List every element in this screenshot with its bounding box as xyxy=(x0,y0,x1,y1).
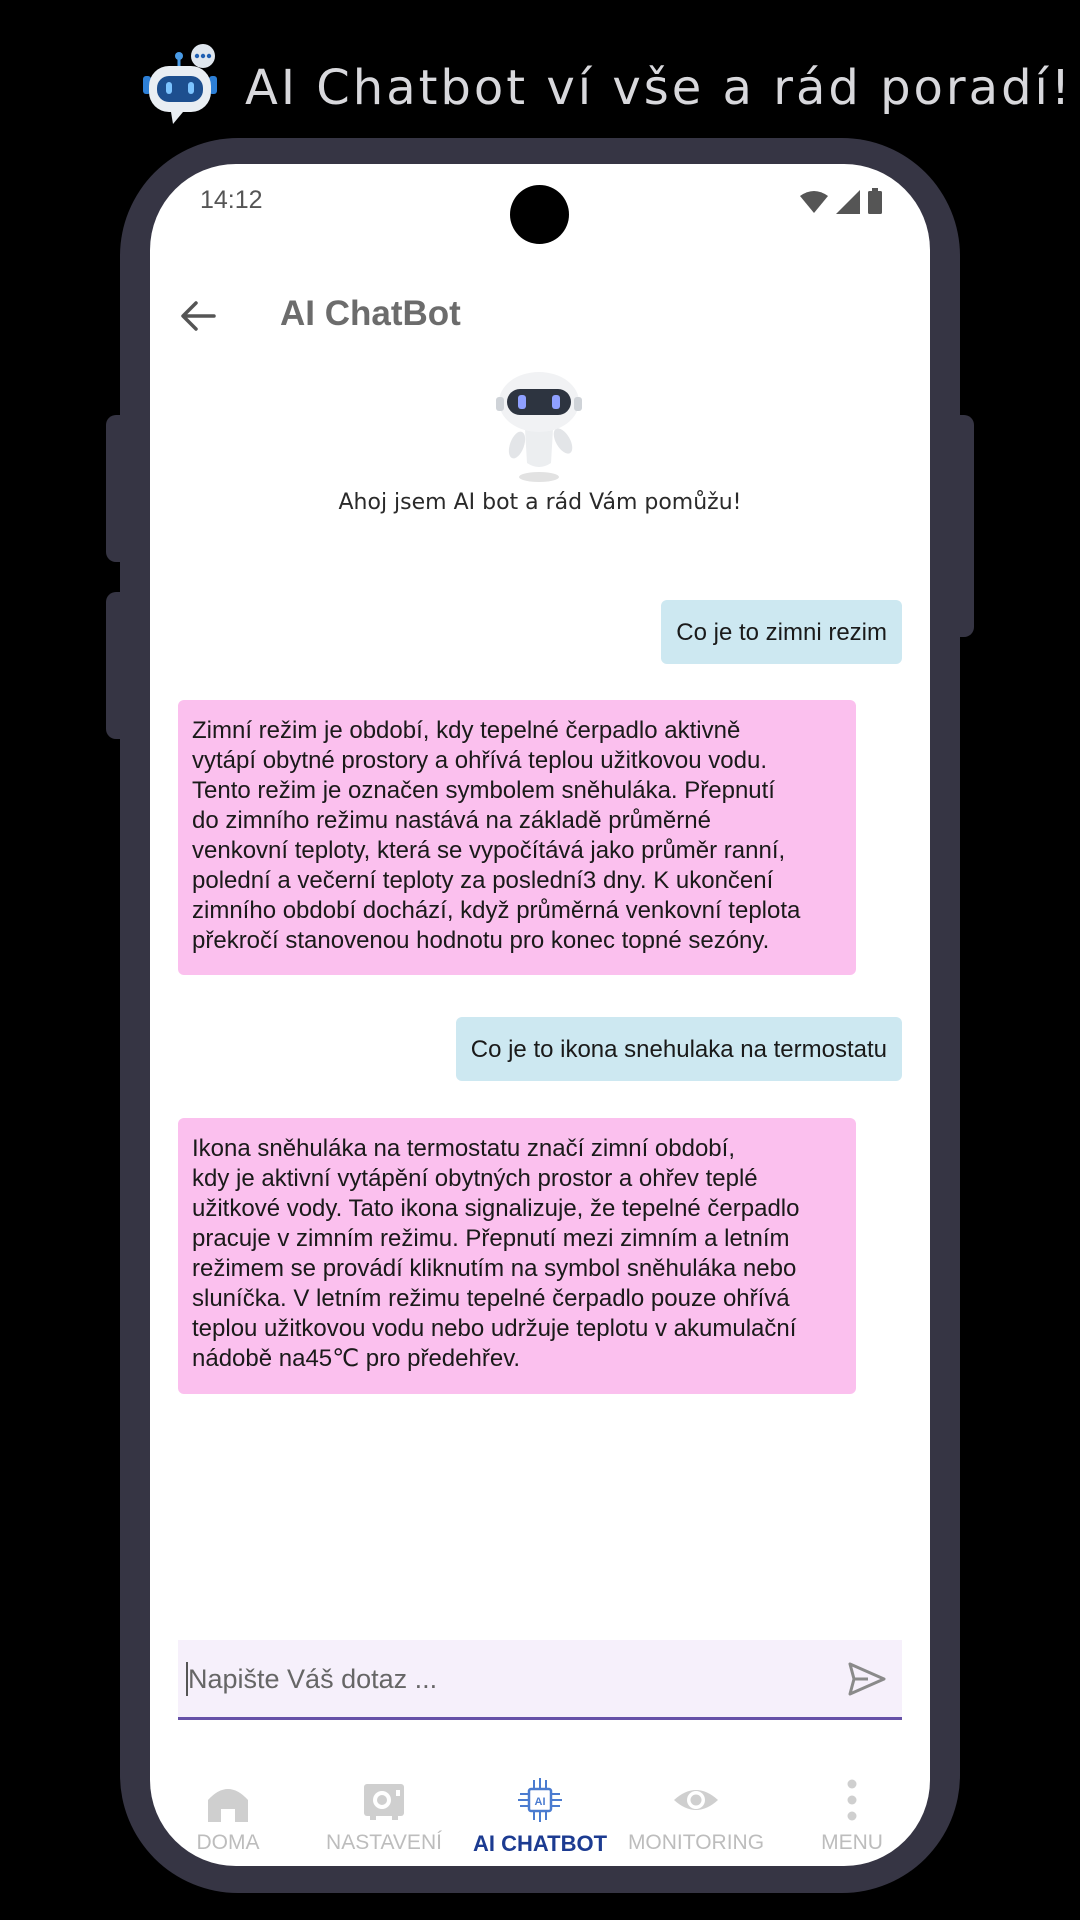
status-icons xyxy=(800,188,882,214)
battery-icon xyxy=(868,188,882,214)
page-title: AI ChatBot xyxy=(280,294,461,333)
nav-label: MONITORING xyxy=(627,1831,765,1854)
promo-title: AI Chatbot ví vše a rád poradí! xyxy=(245,60,1074,116)
nav-item-doma[interactable] xyxy=(150,1764,306,1864)
message-input[interactable] xyxy=(186,1654,830,1704)
nav-label: NASTAVENÍ xyxy=(326,1831,442,1854)
ai-chip-icon xyxy=(516,1776,564,1824)
svg-text:AI: AI xyxy=(534,1796,546,1808)
home-icon xyxy=(204,1776,252,1824)
front-camera xyxy=(510,185,569,244)
cell-signal-icon xyxy=(836,190,860,214)
user-message: Co je to zimni rezim xyxy=(661,600,902,664)
text-cursor xyxy=(186,1662,188,1696)
nav-item-monitoring[interactable] xyxy=(618,1764,774,1864)
greeting-text: Ahoj jsem AI bot a rád Vám pomůžu! xyxy=(338,490,742,515)
phone-frame xyxy=(120,138,960,1893)
app-screen xyxy=(150,164,930,1866)
promo-header xyxy=(0,38,1080,128)
bot-message: Ikona sněhuláka na termostatu značí zimní období, kdy je aktivní vytápění obytných prostor a ohřev teplé užitkové vody. Tato ikona signalizuje, že tepelné čerpadlo pracuje v zimním režimu. Přepnutí mezi zimním a letním režimem se provádí kliknutím na symbol sněhuláka nebo sluníčka. V letním režimu tepelné čerpadlo pouze ohřívá teplou užitkovou vodu nebo udržuje teplotu v akumulační nádobě na45℃ pro předehřev. xyxy=(178,1118,856,1394)
bot-message: Zimní režim je období, kdy tepelné čerpadlo aktivně vytápí obytné prostory a ohřívá teplou užitkovou vodu. Tento režim je označen symbolem sněhuláka. Přepnutí do zimního režimu nastává na základě průměrné venkovní teploty, která se vypočítává jako průměr ranní, polední a večerní teploty za poslední3 dny. K ukončení zimního období dochází, když průměrná venkovní teplota překročí stanovenou hodnotu pro konec topné sezóny. xyxy=(178,700,856,975)
robot-logo-icon xyxy=(137,44,227,130)
status-time: 14:12 xyxy=(200,186,263,214)
nav-item-menu[interactable] xyxy=(774,1764,930,1864)
settings-panel-icon xyxy=(360,1776,408,1824)
back-arrow-icon[interactable] xyxy=(178,296,218,336)
nav-label: MENU xyxy=(821,1831,883,1854)
nav-item-ai-chatbot[interactable] xyxy=(462,1764,618,1864)
robot-illustration-icon xyxy=(487,369,592,484)
user-message: Co je to ikona snehulaka na termostatu xyxy=(456,1017,902,1081)
nav-item-nastaveni[interactable] xyxy=(306,1764,462,1864)
send-icon[interactable] xyxy=(848,1662,886,1696)
eye-icon xyxy=(672,1776,720,1824)
bottom-navigation xyxy=(150,1764,930,1866)
more-vert-icon xyxy=(828,1776,876,1824)
nav-label: DOMA xyxy=(196,1831,260,1854)
nav-label: AI CHATBOT xyxy=(472,1831,608,1856)
message-input-bar xyxy=(178,1640,902,1720)
wifi-icon xyxy=(800,190,828,214)
app-bar xyxy=(150,270,930,360)
